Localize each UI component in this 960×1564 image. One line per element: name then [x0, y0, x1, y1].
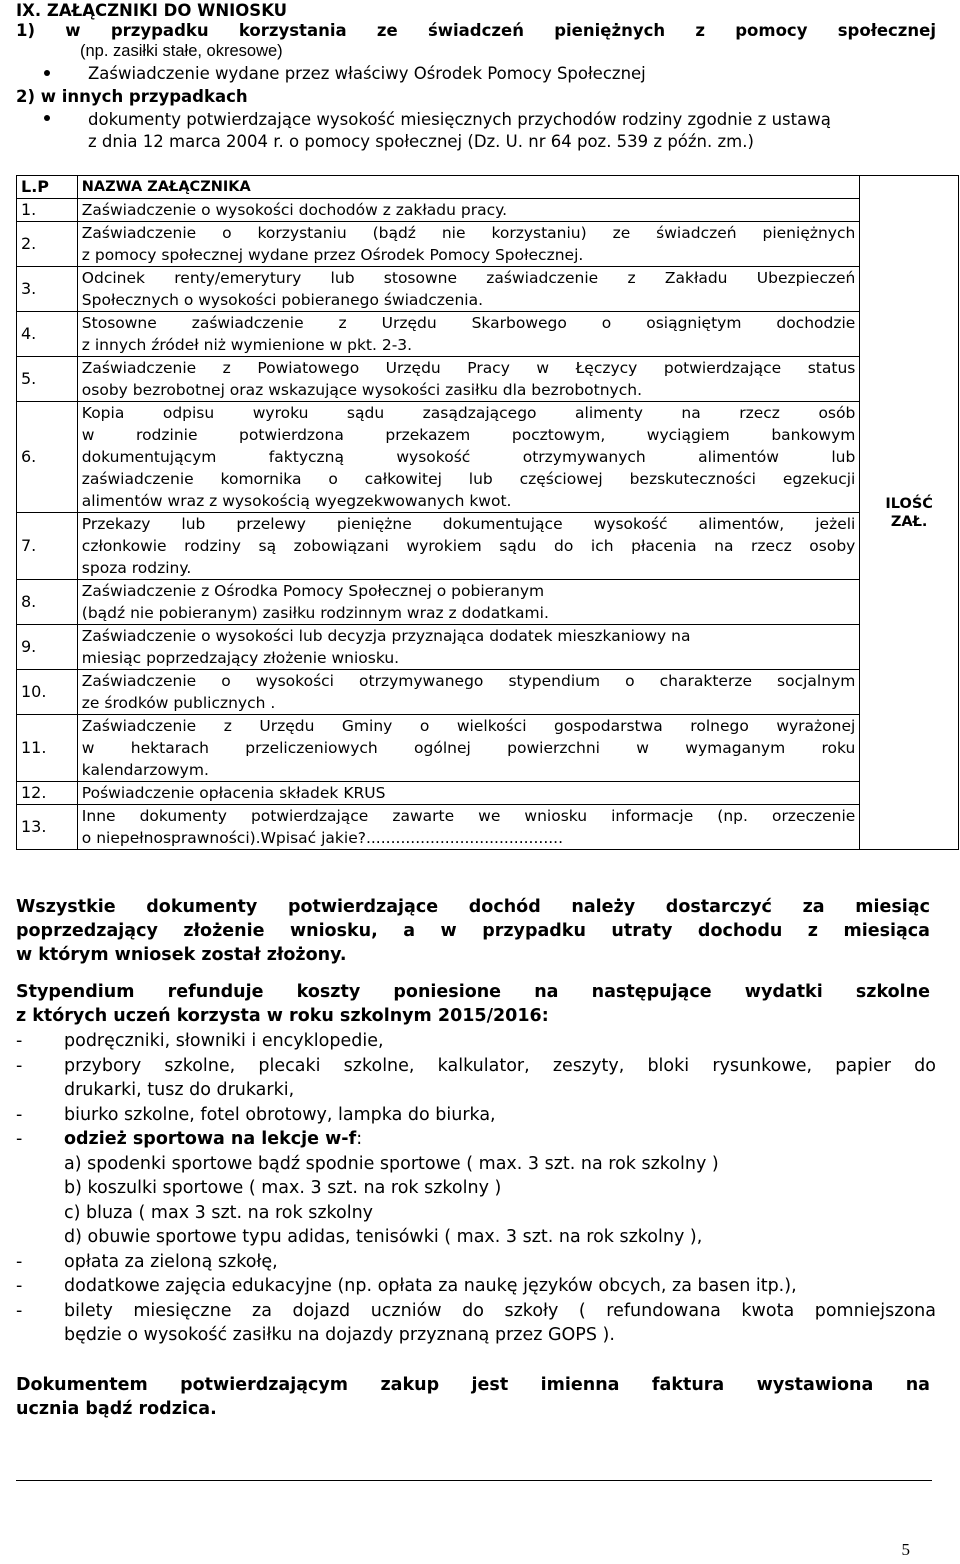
case2-bullet-line1: dokumenty potwierdzające wysokość miesięcznych przychodów rodziny zgodnie z ustawą: [88, 110, 831, 129]
table-row: [17, 357, 959, 402]
invoice-note: [16, 1373, 930, 1421]
table-row: [17, 199, 959, 222]
item-line: [64, 1127, 936, 1152]
case1-continuation: (np. zasiłki stałe, okresowe): [80, 42, 283, 60]
item-bold: odzież sportowa na lekcje w-f: [64, 1129, 357, 1149]
item-line: będzie o wysokość zasiłku na dojazdy przyznaną przez GOPS ).: [64, 1325, 615, 1345]
list-item: [16, 1029, 936, 1054]
item-line: opłata za zieloną szkołę,: [64, 1251, 278, 1272]
row-line: w rodzinie potwierdzona przekazem pocztowym, wyciągiem bankowym: [81, 426, 856, 444]
note-line: w którym wniosek został złożony.: [16, 945, 347, 965]
qty-header: [860, 176, 959, 850]
row-line: Zaświadczenie z Powiatowego Urzędu Pracy w Łęczycy potwierdzające status: [81, 359, 856, 377]
list-item: [16, 1250, 936, 1275]
table-row: [17, 267, 959, 312]
row-number: 6.: [17, 402, 78, 513]
dash-marker: -: [16, 1276, 23, 1296]
row-number: 5.: [17, 357, 78, 402]
row-line: w hektarach przeliczeniowych ogólnej powierzchni w wymaganym roku: [81, 739, 856, 757]
row-line: z pomocy społecznej wydane przez Ośrodek Pomocy Społecznej.: [81, 246, 584, 264]
bullet-icon: [44, 115, 50, 121]
row-number: 4.: [17, 312, 78, 357]
row-description: [77, 580, 860, 625]
row-number: 11.: [17, 715, 78, 782]
stypendium-intro: [16, 980, 930, 1028]
row-description: [77, 670, 860, 715]
qty-header-line1: ILOŚĆ: [885, 495, 933, 512]
row-line: Inne dokumenty potwierdzające zawarte we wniosku informacje (np. orzeczenie: [81, 807, 856, 825]
item-colon: :: [356, 1129, 363, 1149]
row-number: 9.: [17, 625, 78, 670]
list-item: [16, 1127, 936, 1152]
table-row: [17, 513, 959, 580]
table-row: [17, 715, 959, 782]
dash-marker: -: [16, 1104, 23, 1125]
row-line: Społecznych o wysokości pobieranego świadczenia.: [81, 291, 484, 309]
case2-heading: 2) w innych przypadkach: [16, 87, 248, 106]
sub-item: d) obuwie sportowe typu adidas, tenisówki ( max. 3 szt. na rok szkolny ),: [64, 1227, 703, 1247]
row-line: Zaświadczenie z Ośrodka Pomocy Społecznej o pobieranym: [81, 582, 545, 600]
item-line: podręczniki, słowniki i encyklopedie,: [64, 1031, 384, 1051]
row-line: Zaświadczenie o wysokości lub decyzja przyznająca dodatek mieszkaniowy na: [81, 627, 691, 645]
case1-word: 1): [16, 21, 36, 40]
list-item: [16, 1103, 936, 1128]
dash-marker: -: [16, 1031, 23, 1051]
row-line: Poświadczenie opłacenia składek KRUS: [81, 784, 386, 802]
case1-word: korzystania: [238, 21, 347, 40]
row-line: osoby bezrobotnej oraz wskazujące wysokości zasiłku dla bezrobotnych.: [81, 381, 642, 399]
case1-word: pomocy: [735, 21, 808, 40]
row-description: [77, 402, 860, 513]
row-description: [77, 199, 860, 222]
dash-marker: -: [16, 1251, 23, 1272]
qty-header-line2: ZAŁ.: [890, 513, 928, 530]
row-description: [77, 625, 860, 670]
row-line: Odcinek renty/emerytury lub stosowne zaświadczenie z Zakładu Ubezpieczeń: [81, 269, 856, 287]
row-description: [77, 222, 860, 267]
case1-word: z: [695, 21, 705, 40]
page-number: 5: [901, 1540, 910, 1559]
note-line: poprzedzający złożenie wniosku, a w przypadku utraty dochodu z miesiąca: [16, 921, 930, 941]
row-line: (bądź nie pobieranym) zasiłku rodzinnym wraz z dodatkami.: [81, 604, 549, 622]
intro-line: Stypendium refunduje koszty poniesione na następujące wydatki szkolne: [16, 982, 930, 1002]
section-title: IX. ZAŁĄCZNIKI DO WNIOSKU: [16, 1, 288, 20]
row-description: [77, 805, 860, 850]
case1-bullet: Zaświadczenie wydane przez właściwy Ośrodek Pomocy Społecznej: [88, 64, 646, 83]
list-item: [16, 1054, 936, 1103]
row-number: 1.: [17, 199, 78, 222]
row-number: 12.: [17, 782, 78, 805]
item-line: przybory szkolne, plecaki szkolne, kalkulator, zeszyty, bloki rysunkowe, papier do: [64, 1055, 936, 1076]
row-number: 13.: [17, 805, 78, 850]
row-line: kalendarzowym.: [81, 761, 209, 779]
dash-marker: -: [16, 1300, 23, 1321]
case1-word: ze: [376, 21, 398, 40]
sub-item: b) koszulki sportowe ( max. 3 szt. na rok szkolny ): [64, 1178, 502, 1198]
table-row: [17, 782, 959, 805]
row-line: Kopia odpisu wyroku sądu zasądzającego alimenty na rzecz osób: [81, 404, 856, 422]
case1-heading: [16, 20, 936, 42]
row-description: [77, 513, 860, 580]
footer-divider: [16, 1480, 932, 1481]
row-description: [77, 715, 860, 782]
row-number: 7.: [17, 513, 78, 580]
table-row: [17, 312, 959, 357]
item-line: dodatkowe zajęcia edukacyjne (np. opłata za naukę języków obcych, za basen itp.),: [64, 1276, 797, 1296]
dash-marker: -: [16, 1055, 23, 1076]
table-row: [17, 805, 959, 850]
row-line: spoza rodziny.: [81, 559, 192, 577]
table-row: [17, 402, 959, 513]
item-line: bilety miesięczne za dojazd uczniów do szkoły ( refundowana kwota pomniejszona: [64, 1300, 936, 1321]
expense-list: [16, 1029, 936, 1348]
case1-word: świadczeń: [427, 21, 524, 40]
dash-marker: -: [16, 1129, 23, 1149]
row-line: alimentów wraz z wysokością wyegzekwowanych kwot.: [81, 492, 512, 510]
sub-item: a) spodenki sportowe bądź spodnie sportowe ( max. 3 szt. na rok szkolny ): [64, 1153, 719, 1174]
table-row: [17, 222, 959, 267]
note-line: ucznia bądź rodzica.: [16, 1399, 217, 1419]
item-line: drukarki, tusz do drukarki,: [64, 1080, 295, 1100]
sub-item: c) bluza ( max 3 szt. na rok szkolny: [64, 1202, 374, 1223]
table-header-row: [17, 176, 959, 199]
case1-word: w: [65, 21, 81, 40]
row-line: Zaświadczenie o wysokości dochodów z zakładu pracy.: [81, 201, 508, 219]
row-description: [77, 267, 860, 312]
table-row: [17, 670, 959, 715]
list-item: [16, 1274, 936, 1299]
lp-header: L.P: [17, 176, 78, 199]
case2-bullet-line2: z dnia 12 marca 2004 r. o pomocy społecznej (Dz. U. nr 64 poz. 539 z późn. zm.): [88, 132, 754, 151]
row-line: Zaświadczenie z Urzędu Gminy o wielkości gospodarstwa rolnego wyrażonej: [81, 717, 856, 735]
case1-word: pieniężnych: [554, 21, 666, 40]
row-line: Zaświadczenie o wysokości otrzymywanego stypendium o charakterze socjalnym: [81, 672, 856, 690]
attachments-table: [16, 175, 959, 850]
name-header: NAZWA ZAŁĄCZNIKA: [77, 176, 860, 199]
row-line: zaświadczenie komornika o całkowitej lub częściowej bezskuteczności egzekucji: [81, 470, 856, 488]
table-row: [17, 625, 959, 670]
row-description: [77, 357, 860, 402]
note-line: Dokumentem potwierdzającym zakup jest imienna faktura wystawiona na: [16, 1375, 930, 1395]
list-item: [16, 1299, 936, 1348]
row-line: członkowie rodziny są zobowiązani wyrokiem sądu do ich płacenia na rzecz osoby: [81, 537, 856, 555]
row-line: miesiąc poprzedzający złożenie wniosku.: [81, 649, 400, 667]
row-description: [77, 312, 860, 357]
case1-word: przypadku: [110, 21, 209, 40]
intro-line: z których uczeń korzysta w roku szkolnym 2015/2016:: [16, 1006, 549, 1026]
bullet-icon: [44, 70, 50, 76]
row-number: 2.: [17, 222, 78, 267]
row-line: z innych źródeł niż wymienione w pkt. 2-3.: [81, 336, 413, 354]
item-line: biurko szkolne, fotel obrotowy, lampka do biurka,: [64, 1104, 496, 1125]
row-line: o niepełnosprawności).Wpisać jakie?........................................: [81, 829, 564, 847]
row-description: [77, 782, 860, 805]
row-number: 3.: [17, 267, 78, 312]
table-row: [17, 580, 959, 625]
row-line: ze środków publicznych .: [81, 694, 276, 712]
case1-word: społecznej: [837, 21, 936, 40]
row-line: Zaświadczenie o korzystaniu (bądź nie korzystaniu) ze świadczeń pieniężnych: [81, 224, 856, 242]
row-number: 10.: [17, 670, 78, 715]
documents-note: [16, 895, 930, 967]
row-line: Stosowne zaświadczenie z Urzędu Skarbowego o osiągniętym dochodzie: [81, 314, 856, 332]
note-line: Wszystkie dokumenty potwierdzające dochód należy dostarczyć za miesiąc: [16, 897, 930, 917]
row-line: Przekazy lub przelewy pieniężne dokumentujące wysokość alimentów, jeżeli: [81, 515, 856, 533]
row-number: 8.: [17, 580, 78, 625]
row-line: dokumentującym faktyczną wysokość otrzymywanych alimentów lub: [81, 448, 856, 466]
